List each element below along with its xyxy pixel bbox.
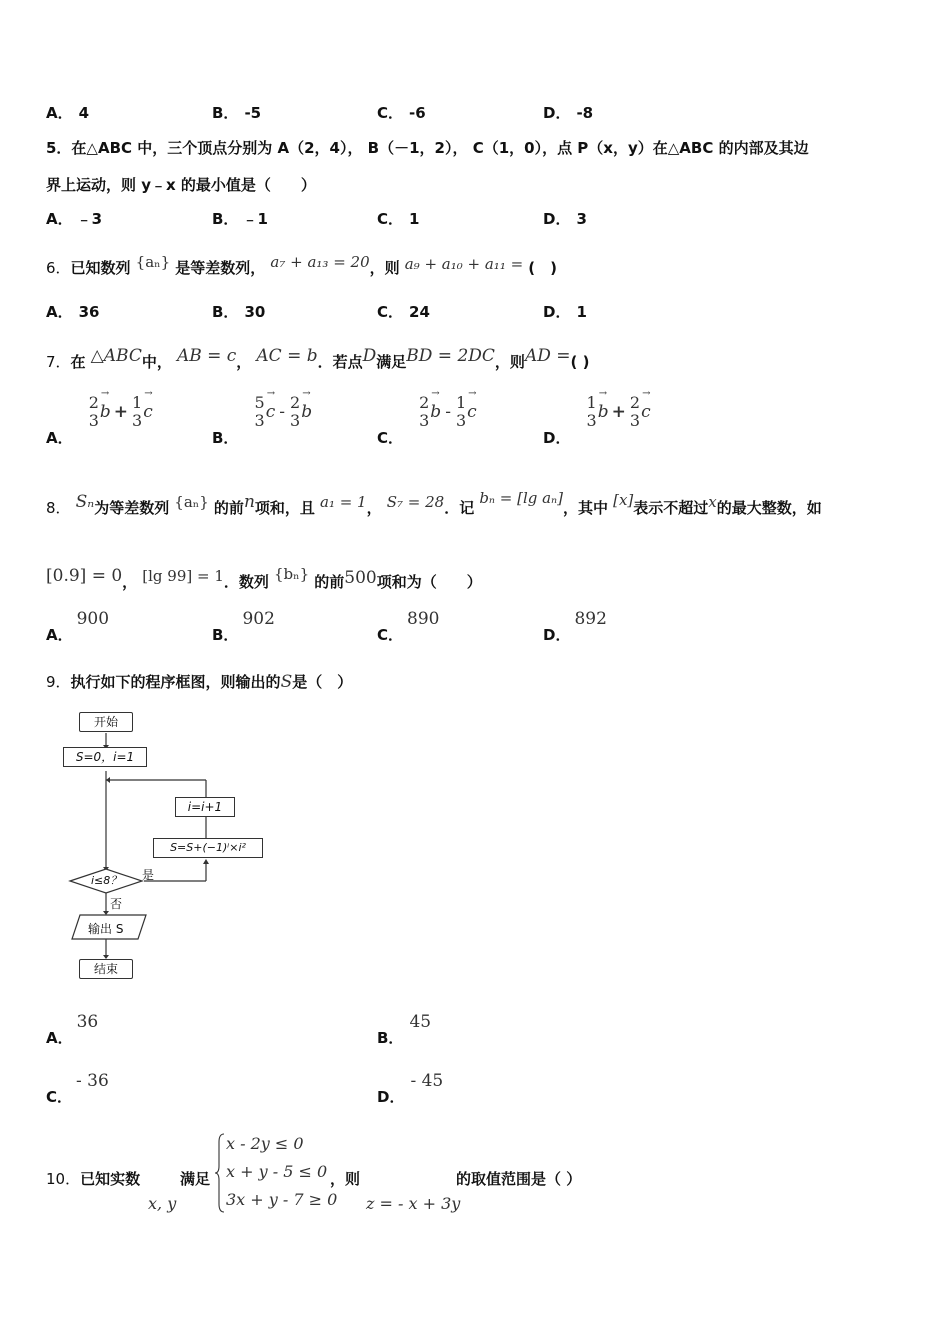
q7-triangle: △ABC xyxy=(90,346,142,366)
flowchart-update: S=S+(−1)ⁱ×i² xyxy=(153,838,263,858)
q6-option-c: C． 24 xyxy=(377,303,430,321)
q10-ineq-1: x - 2y ≤ 0 xyxy=(226,1134,304,1153)
q7-option-a: A． 2 3 → b + 1 3 → c xyxy=(46,394,153,430)
q8-stem-line-2: [0.9] = 0， [lg 99] = 1．数列 {bₙ} 的前500项和为（ ） xyxy=(46,565,482,591)
flowchart-end: 结束 xyxy=(79,959,133,979)
q6-number: 6． xyxy=(46,259,71,277)
q8-option-d: D．892 xyxy=(543,609,607,644)
q10-ineq-3: 3x + y - 7 ≥ 0 xyxy=(226,1190,338,1209)
q7-bd-eq-2dc: BD = 2DC xyxy=(406,346,495,366)
q6-option-b: B． 30 xyxy=(212,303,266,321)
q7-option-b: B． 5 3 → c - 2 3 → b xyxy=(212,394,312,430)
flowchart-output: 输出 S xyxy=(88,922,124,936)
q9-option-c: C．- 36 xyxy=(46,1071,109,1106)
q5-option-c: C． 1 xyxy=(377,210,420,228)
q6-stem: 6．已知数列 {aₙ} 是等差数列， a₇ + a₁₃ = 20，则 a₉ + a₁₀ + a₁₁ = ( ) xyxy=(46,253,557,277)
q4-option-c: C． -6 xyxy=(377,104,426,122)
q8-option-b: B．902 xyxy=(212,609,275,644)
flowchart-init: S=0，i=1 xyxy=(63,747,147,767)
q7-option-d: D． 1 3 → b + 2 3 → c xyxy=(543,394,651,430)
q6-option-d: D． 1 xyxy=(543,303,587,321)
q8-option-a: A．900 xyxy=(46,609,110,644)
q4-option-b: B． -5 xyxy=(212,104,262,122)
q5-option-a: A． ﹣3 xyxy=(46,210,103,228)
q5-option-d: D． 3 xyxy=(543,210,587,228)
q10-then: ，则 xyxy=(330,1170,361,1188)
flowchart-yes-label: 是 xyxy=(142,868,155,882)
flowchart-start: 开始 xyxy=(79,712,133,732)
q7-ac-eq-b: AC = b xyxy=(256,346,318,366)
q5-line-2: 界上运动，则 y﹣x 的最小值是（ ） xyxy=(46,176,316,194)
q9-option-a: A．36 xyxy=(46,1012,99,1047)
flowchart-increment: i=i+1 xyxy=(175,797,235,817)
flowchart-condition: i≤8？ xyxy=(91,874,122,887)
q10-vars: x, y xyxy=(148,1194,177,1213)
q8-option-c: C．890 xyxy=(377,609,440,644)
q10-ineq-2: x + y - 5 ≤ 0 xyxy=(226,1162,328,1181)
q4-option-a: A． 4 xyxy=(46,104,90,122)
q8-stem-line-1: 8． Sₙ为等差数列 {aₙ} 的前n项和，且 a₁ = 1， S₇ = 28．记 bₙ = [lg aₙ]，其中 [x]表示不超过x的最大整数，如 xyxy=(46,489,822,517)
q7-ab-eq-c: AB = c xyxy=(176,346,237,366)
q5-option-b: B． ﹣1 xyxy=(212,210,268,228)
q9-stem: 9．执行如下的程序框图，则输出的S是（ ） xyxy=(46,672,353,692)
q10-objective: z = - x + 3y xyxy=(366,1194,461,1213)
q6-sequence: {aₙ} xyxy=(135,253,171,271)
q10-stem: 10．已知实数 xyxy=(46,1170,141,1188)
q10-brace xyxy=(214,1132,226,1214)
q4-option-d: D． -8 xyxy=(543,104,594,122)
q9-option-b: B．45 xyxy=(377,1012,432,1047)
q6-option-a: A． 36 xyxy=(46,303,100,321)
flowchart-no-label: 否 xyxy=(110,897,123,911)
q7-stem: 7．在 △ABC中， AB = c， AC = b．若点D满足BD = 2DC，则AD =( ) xyxy=(46,346,590,371)
q10-satisfy: 满足 xyxy=(180,1170,211,1188)
q7-option-c: C． 2 3 → b - 1 3 → c xyxy=(377,394,477,430)
q9-option-d: D．- 45 xyxy=(377,1071,444,1106)
q10-range-text: 的取值范围是（ ） xyxy=(456,1170,582,1188)
q7-ad: AD = xyxy=(524,346,571,366)
q6-condition: a₇ + a₁₃ = 20 xyxy=(270,253,370,271)
q5-line-1: 5．在△ABC 中，三个顶点分别为 A（2，4）， B（－1，2）， C（1，0），点 P（x，y）在△ABC 的内部及其边 xyxy=(46,139,809,157)
q6-expression: a₉ + a₁₀ + a₁₁ = xyxy=(404,255,524,273)
